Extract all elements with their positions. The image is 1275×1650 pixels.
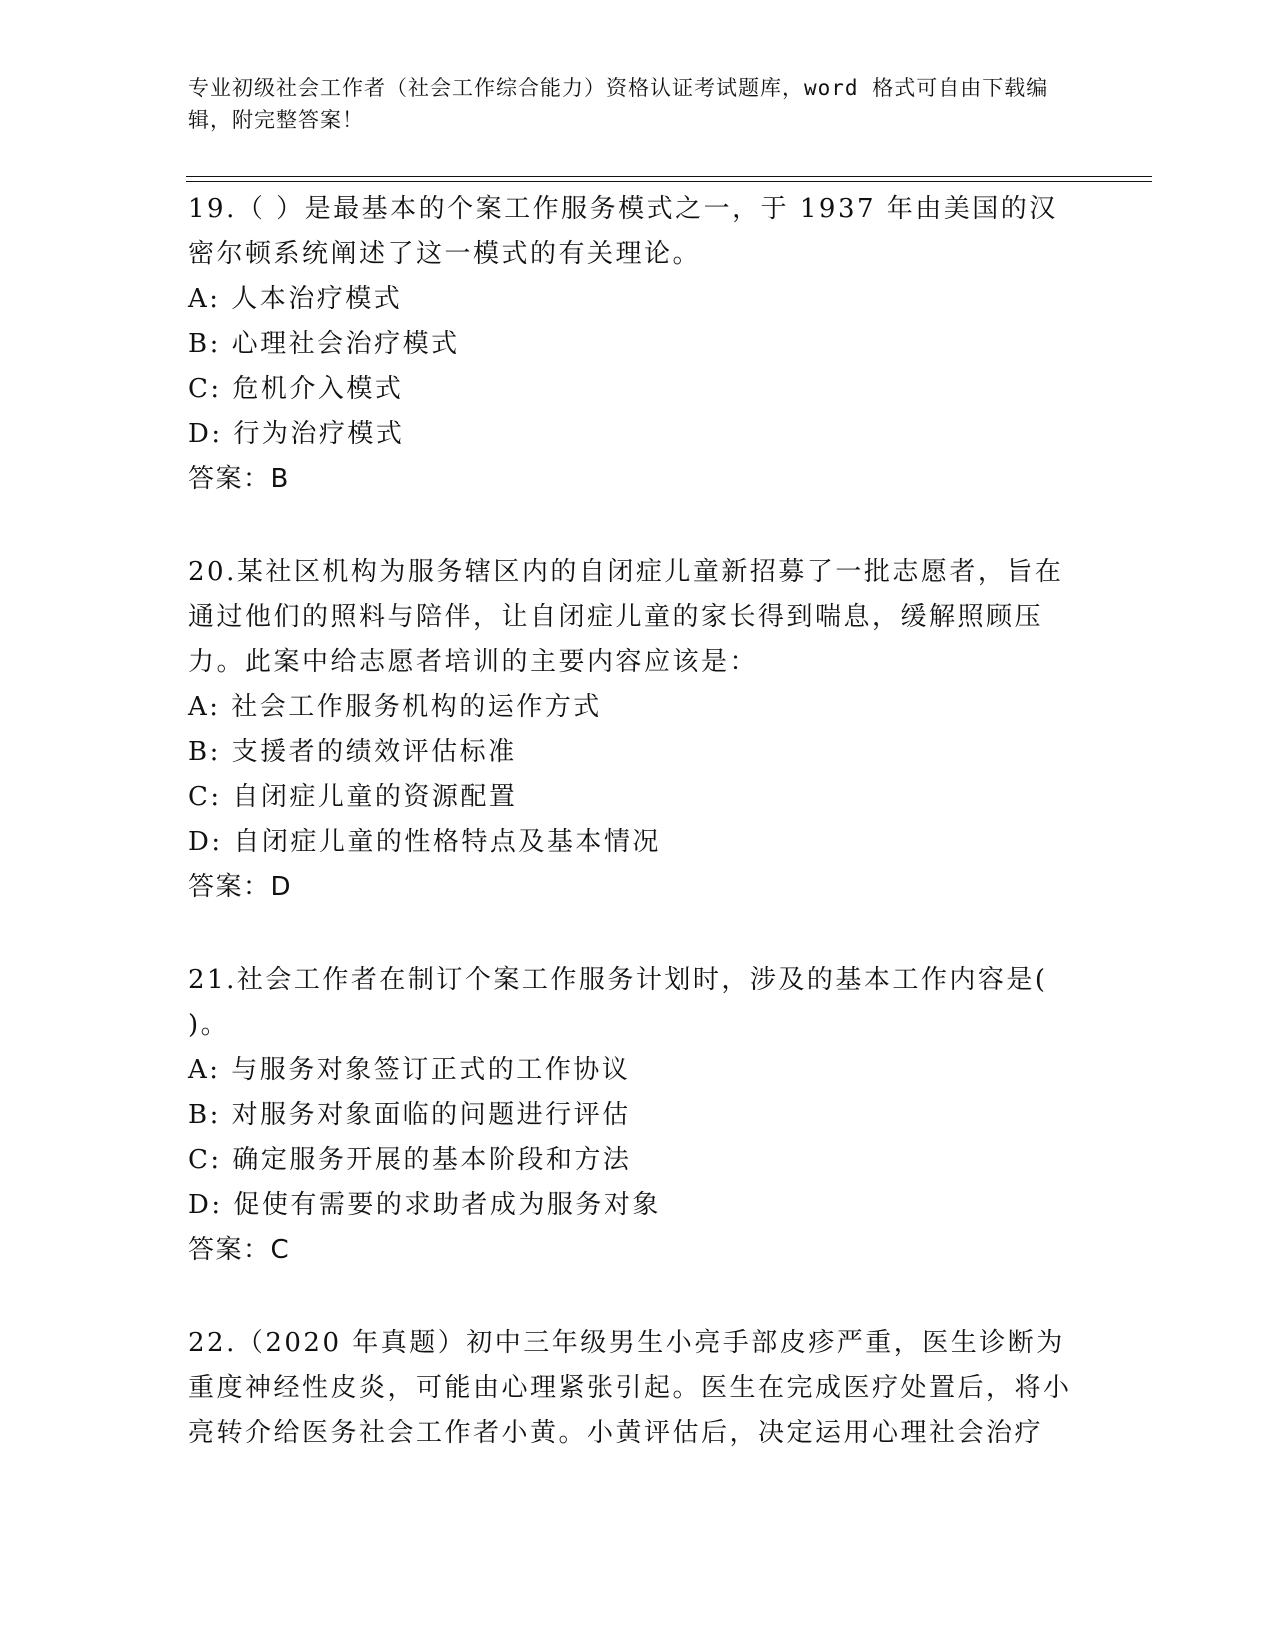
header-divider-bottom — [186, 181, 1152, 182]
document-header: 专业初级社会工作者（社会工作综合能力）资格认证考试题库，word 格式可自由下载编辑，附完整答案！ — [188, 76, 1049, 132]
option-b: B: 心理社会治疗模式 — [188, 329, 460, 359]
question-stem: 19.（ ）是最基本的个案工作服务模式之一，于 1937 年由美国的汉密尔顿系统阐述了这一模式的有关理论。 — [188, 194, 1058, 269]
option-c: C: 自闭症儿童的资源配置 — [188, 782, 518, 812]
answer: 答案：D — [188, 872, 293, 902]
header-divider-top — [186, 176, 1152, 177]
question-stem: 20.某社区机构为服务辖区内的自闭症儿童新招募了一批志愿者，旨在通过他们的照料与陪伴，让自闭症儿童的家长得到喘息，缓解照顾压力。此案中给志愿者培训的主要内容应该是： — [188, 557, 1064, 677]
question-stem: 22.（2020 年真题）初中三年级男生小亮手部皮疹严重，医生诊断为重度神经性皮炎，可能由心理紧张引起。医生在完成医疗处置后，将小亮转介给医务社会工作者小黄。小黄评估后，决定运用心理社会治疗 — [188, 1328, 1072, 1448]
question-20 — [188, 550, 1078, 910]
option-b: B: 对服务对象面临的问题进行评估 — [188, 1100, 631, 1130]
question-22 — [188, 1321, 1078, 1456]
question-list — [188, 187, 1078, 1456]
option-c: C: 危机介入模式 — [188, 374, 404, 404]
option-b: B: 支援者的绩效评估标准 — [188, 737, 517, 767]
option-c: C: 确定服务开展的基本阶段和方法 — [188, 1145, 632, 1175]
option-d: D: 自闭症儿童的性格特点及基本情况 — [188, 827, 661, 857]
question-21 — [188, 958, 1078, 1273]
answer: 答案：B — [188, 464, 290, 494]
question-19 — [188, 187, 1078, 502]
option-d: D: 促使有需要的求助者成为服务对象 — [188, 1190, 661, 1220]
question-stem: 21.社会工作者在制订个案工作服务计划时，涉及的基本工作内容是( )。 — [188, 965, 1048, 1040]
option-d: D: 行为治疗模式 — [188, 419, 405, 449]
option-a: A: 人本治疗模式 — [188, 284, 403, 314]
option-a: A: 与服务对象签订正式的工作协议 — [188, 1055, 631, 1085]
option-a: A: 社会工作服务机构的运作方式 — [188, 692, 602, 722]
answer: 答案：C — [188, 1235, 291, 1265]
